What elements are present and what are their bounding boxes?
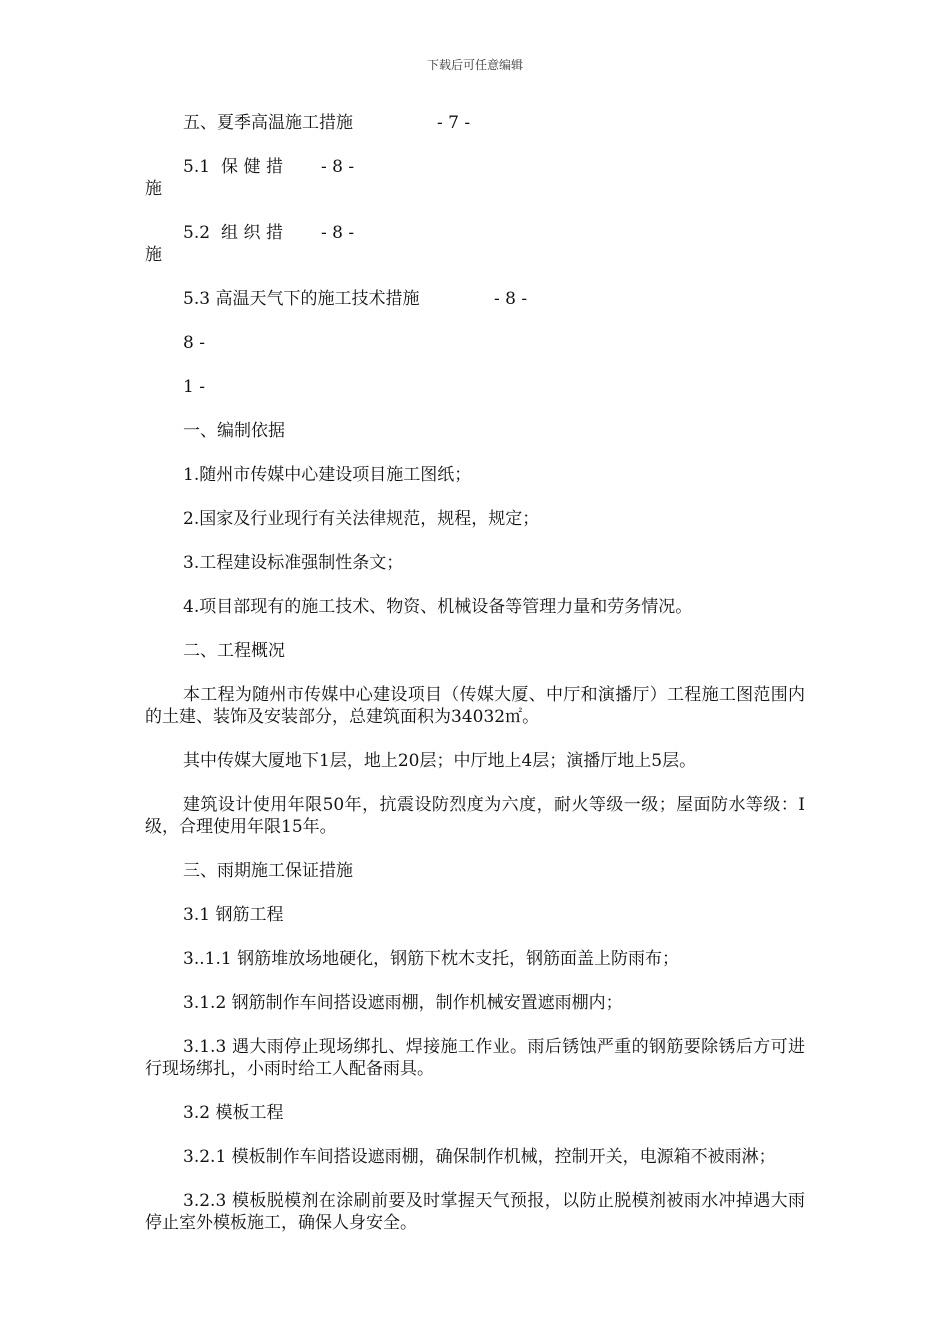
toc-title: 5.1 保健措施 (145, 157, 283, 199)
subsection-heading: 3.2 模板工程 (183, 1103, 284, 1123)
paragraph: 3..1.1 钢筋堆放场地硬化，钢筋下枕木支托，钢筋面盖上防雨布； (183, 949, 680, 969)
paragraph: 建筑设计使用年限50年，抗震设防烈度为六度，耐火等级一级；屋面防水等级：I级，合理使用年限15年。 (145, 795, 805, 837)
toc-page: - 7 - (437, 113, 471, 133)
section-heading: 二、工程概况 (183, 641, 285, 661)
paragraph: 3.1.3 遇大雨停止现场绑扎、焊接施工作业。雨后锈蚀严重的钢筋要除锈后方可进行现场绑扎，小雨时给工人配备雨具。 (145, 1037, 805, 1079)
toc-page: - 8 - (321, 157, 355, 177)
paragraph: 3.2.1 模板制作车间搭设遮雨棚，确保制作机械，控制开关，电源箱不被雨淋； (183, 1147, 776, 1167)
paragraph: 3.2.3 模板脱模剂在涂刷前要及时掌握天气预报，以防止脱模剂被雨水冲掉遇大雨停止室外模板施工，确保人身安全。 (145, 1191, 805, 1233)
document-body (145, 112, 805, 1256)
page-number-fragment: 1 - (183, 377, 205, 397)
paragraph: 3.工程建设标准强制性条文； (183, 553, 404, 573)
toc-entry (145, 288, 805, 310)
paragraph: 本工程为随州市传媒中心建设项目（传媒大厦、中厅和演播厅）工程施工图范围内的土建、装饰及安装部分，总建筑面积为34032㎡。 (145, 685, 805, 727)
toc-title: 五、夏季高温施工措施 (183, 113, 353, 133)
toc-entry (145, 156, 805, 200)
page-number-fragment: 8 - (183, 333, 205, 353)
subsection-heading: 3.1 钢筋工程 (183, 905, 284, 925)
toc-entry (145, 112, 805, 134)
section-heading: 三、雨期施工保证措施 (183, 861, 353, 881)
section-heading: 一、编制依据 (183, 421, 285, 441)
page-header: 下载后可任意编辑 (426, 58, 523, 72)
toc-page: - 8 - (321, 223, 355, 243)
paragraph: 其中传媒大厦地下1层，地上20层；中厅地上4层；演播厅地上5层。 (183, 751, 697, 771)
toc-title: 5.2 组织措施 (145, 223, 283, 265)
paragraph: 1.随州市传媒中心建设项目施工图纸； (183, 465, 472, 485)
toc-page: - 8 - (494, 289, 528, 309)
paragraph: 4.项目部现有的施工技术、物资、机械设备等管理力量和劳务情况。 (183, 597, 693, 617)
toc-entry (145, 222, 805, 266)
paragraph: 3.1.2 钢筋制作车间搭设遮雨棚，制作机械安置遮雨棚内； (183, 993, 623, 1013)
paragraph: 2.国家及行业现行有关法律规范，规程，规定； (183, 509, 540, 529)
toc-title: 5.3 高温天气下的施工技术措施 (183, 289, 420, 309)
